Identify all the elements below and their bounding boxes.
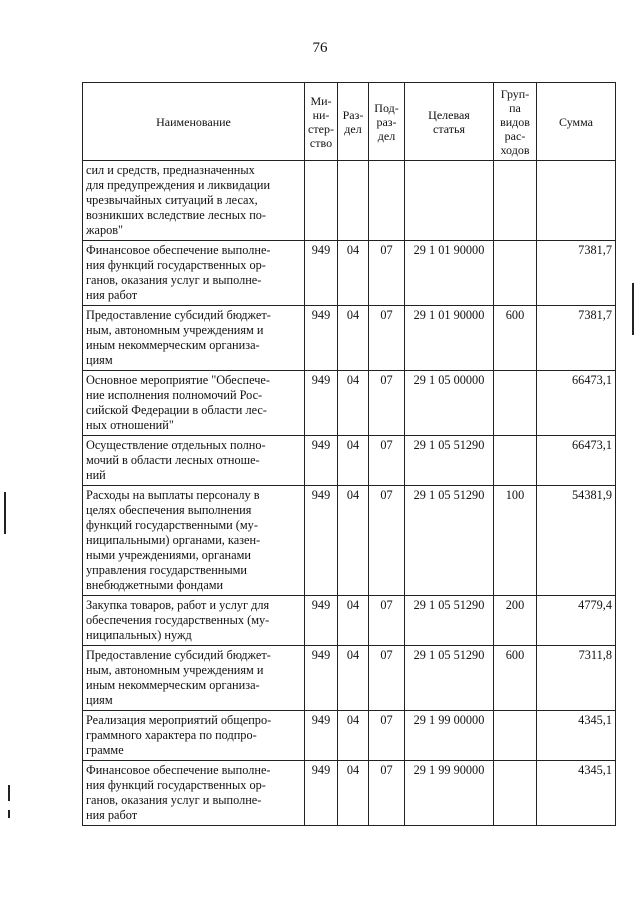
cell-name-line: ния работ (86, 288, 138, 302)
cell-expense-group: 600 (494, 646, 537, 711)
cell-sum: 7381,7 (537, 306, 616, 371)
cell-name-line: иным некоммерческим организа- (86, 678, 260, 692)
header-target-article: Целевая статья (405, 83, 494, 161)
cell-name (83, 306, 305, 371)
cell-name-line: Предоставление субсидий бюджет- (86, 648, 271, 662)
cell-ministry: 949 (305, 646, 338, 711)
table-row (83, 161, 616, 241)
header-subsection: Под- раз- дел (369, 83, 405, 161)
cell-ministry: 949 (305, 486, 338, 596)
cell-name-line: Финансовое обеспечение выполне- (86, 763, 271, 777)
cell-subsection: 07 (369, 486, 405, 596)
cell-expense-group (494, 371, 537, 436)
table-row (83, 761, 616, 826)
table-body (83, 161, 616, 826)
cell-section: 04 (338, 306, 369, 371)
table-row (83, 371, 616, 436)
cell-subsection: 07 (369, 596, 405, 646)
cell-section: 04 (338, 436, 369, 486)
cell-section: 04 (338, 646, 369, 711)
cell-subsection: 07 (369, 761, 405, 826)
cell-sum: 4345,1 (537, 711, 616, 761)
cell-expense-group (494, 711, 537, 761)
cell-section: 04 (338, 761, 369, 826)
cell-target-article: 29 1 99 90000 (405, 761, 494, 826)
cell-name-line: ний (86, 468, 106, 482)
cell-sum: 7311,8 (537, 646, 616, 711)
cell-target-article: 29 1 01 90000 (405, 306, 494, 371)
cell-ministry: 949 (305, 436, 338, 486)
cell-name-line: граммного характера по подпро- (86, 728, 257, 742)
cell-name (83, 711, 305, 761)
cell-sum: 66473,1 (537, 371, 616, 436)
table-row (83, 241, 616, 306)
cell-name-line: жаров" (86, 223, 124, 237)
scan-margin-mark (632, 283, 634, 335)
cell-subsection: 07 (369, 646, 405, 711)
table-row (83, 711, 616, 761)
header-expense-group: Груп- па видов рас- ходов (494, 83, 537, 161)
cell-name (83, 646, 305, 711)
cell-name-line: обеспечения государственных (му- (86, 613, 270, 627)
cell-name-line: Закупка товаров, работ и услуг для (86, 598, 270, 612)
cell-ministry (305, 161, 338, 241)
cell-subsection: 07 (369, 711, 405, 761)
cell-expense-group (494, 161, 537, 241)
cell-expense-group: 100 (494, 486, 537, 596)
header-name: Наименование (83, 83, 305, 161)
cell-name-line: ным, автономным учреждениям и (86, 663, 264, 677)
cell-sum: 66473,1 (537, 436, 616, 486)
cell-subsection: 07 (369, 241, 405, 306)
cell-sum: 4345,1 (537, 761, 616, 826)
cell-subsection: 07 (369, 306, 405, 371)
cell-target-article (405, 161, 494, 241)
cell-name-line: целях обеспечения выполнения (86, 503, 252, 517)
cell-section (338, 161, 369, 241)
header-sum: Сумма (537, 83, 616, 161)
cell-name-line: Реализация мероприятий общепро- (86, 713, 272, 727)
cell-name-line: внебюджетными фондами (86, 578, 224, 592)
cell-name-line: чрезвычайных ситуаций в лесах, (86, 193, 258, 207)
cell-section: 04 (338, 596, 369, 646)
cell-name-line: Финансовое обеспечение выполне- (86, 243, 271, 257)
cell-target-article: 29 1 01 90000 (405, 241, 494, 306)
cell-target-article: 29 1 05 51290 (405, 486, 494, 596)
cell-target-article: 29 1 05 51290 (405, 436, 494, 486)
cell-sum: 54381,9 (537, 486, 616, 596)
cell-section: 04 (338, 486, 369, 596)
header-ministry: Ми- ни- стер- ство (305, 83, 338, 161)
cell-name-line: ния функций государственных ор- (86, 778, 266, 792)
cell-name (83, 241, 305, 306)
cell-expense-group (494, 241, 537, 306)
cell-name-line: ганов, оказания услуг и выполне- (86, 273, 262, 287)
cell-ministry: 949 (305, 711, 338, 761)
cell-name (83, 596, 305, 646)
cell-name-line: Предоставление субсидий бюджет- (86, 308, 271, 322)
cell-name-line: ными учреждениями, органами (86, 548, 251, 562)
cell-name-line: ным, автономным учреждениям и (86, 323, 264, 337)
cell-name (83, 371, 305, 436)
cell-section: 04 (338, 711, 369, 761)
cell-expense-group: 200 (494, 596, 537, 646)
cell-name-line: циям (86, 693, 113, 707)
table-row (83, 646, 616, 711)
cell-name-line: Основное мероприятие "Обеспече- (86, 373, 270, 387)
cell-sum: 4779,4 (537, 596, 616, 646)
cell-name (83, 486, 305, 596)
cell-name-line: ных отношений" (86, 418, 174, 432)
page-number: 76 (312, 40, 328, 56)
cell-name-line: грамме (86, 743, 124, 757)
table-row (83, 436, 616, 486)
cell-sum: 7381,7 (537, 241, 616, 306)
cell-name (83, 436, 305, 486)
cell-ministry: 949 (305, 371, 338, 436)
cell-section: 04 (338, 241, 369, 306)
cell-name-line: ниципальных) нужд (86, 628, 192, 642)
cell-name-line: Расходы на выплаты персоналу в (86, 488, 260, 502)
table-row (83, 596, 616, 646)
table-row (83, 486, 616, 596)
cell-name-line: циям (86, 353, 113, 367)
cell-target-article: 29 1 99 00000 (405, 711, 494, 761)
cell-name-line: Осуществление отдельных полно- (86, 438, 266, 452)
cell-name-line: ганов, оказания услуг и выполне- (86, 793, 262, 807)
cell-name-line: для предупреждения и ликвидации (86, 178, 271, 192)
cell-subsection (369, 161, 405, 241)
cell-name (83, 761, 305, 826)
cell-ministry: 949 (305, 761, 338, 826)
scan-margin-mark (4, 492, 6, 534)
table-header (83, 83, 616, 161)
cell-name-line: ния функций государственных ор- (86, 258, 266, 272)
cell-subsection: 07 (369, 371, 405, 436)
cell-name-line: возникших вследствие лесных по- (86, 208, 267, 222)
scan-margin-mark (8, 785, 10, 801)
cell-name-line: ниципальными) органами, казен- (86, 533, 261, 547)
cell-ministry: 949 (305, 306, 338, 371)
cell-expense-group (494, 761, 537, 826)
cell-target-article: 29 1 05 51290 (405, 596, 494, 646)
cell-ministry: 949 (305, 241, 338, 306)
cell-name-line: мочий в области лесных отноше- (86, 453, 260, 467)
budget-table (82, 82, 616, 826)
scan-margin-mark (8, 810, 10, 818)
header-section: Раз- дел (338, 83, 369, 161)
cell-name-line: сил и средств, предназначенных (86, 163, 255, 177)
cell-ministry: 949 (305, 596, 338, 646)
cell-name-line: функций государственными (му- (86, 518, 258, 532)
cell-name-line: сийской Федерации в области лес- (86, 403, 267, 417)
cell-target-article: 29 1 05 51290 (405, 646, 494, 711)
cell-sum (537, 161, 616, 241)
cell-subsection: 07 (369, 436, 405, 486)
cell-expense-group: 600 (494, 306, 537, 371)
cell-name-line: иным некоммерческим организа- (86, 338, 260, 352)
cell-name-line: ния работ (86, 808, 138, 822)
cell-section: 04 (338, 371, 369, 436)
cell-name-line: ние исполнения полномочий Рос- (86, 388, 263, 402)
cell-name-line: управления государственными (86, 563, 247, 577)
table-row (83, 306, 616, 371)
cell-target-article: 29 1 05 00000 (405, 371, 494, 436)
cell-expense-group (494, 436, 537, 486)
cell-name (83, 161, 305, 241)
